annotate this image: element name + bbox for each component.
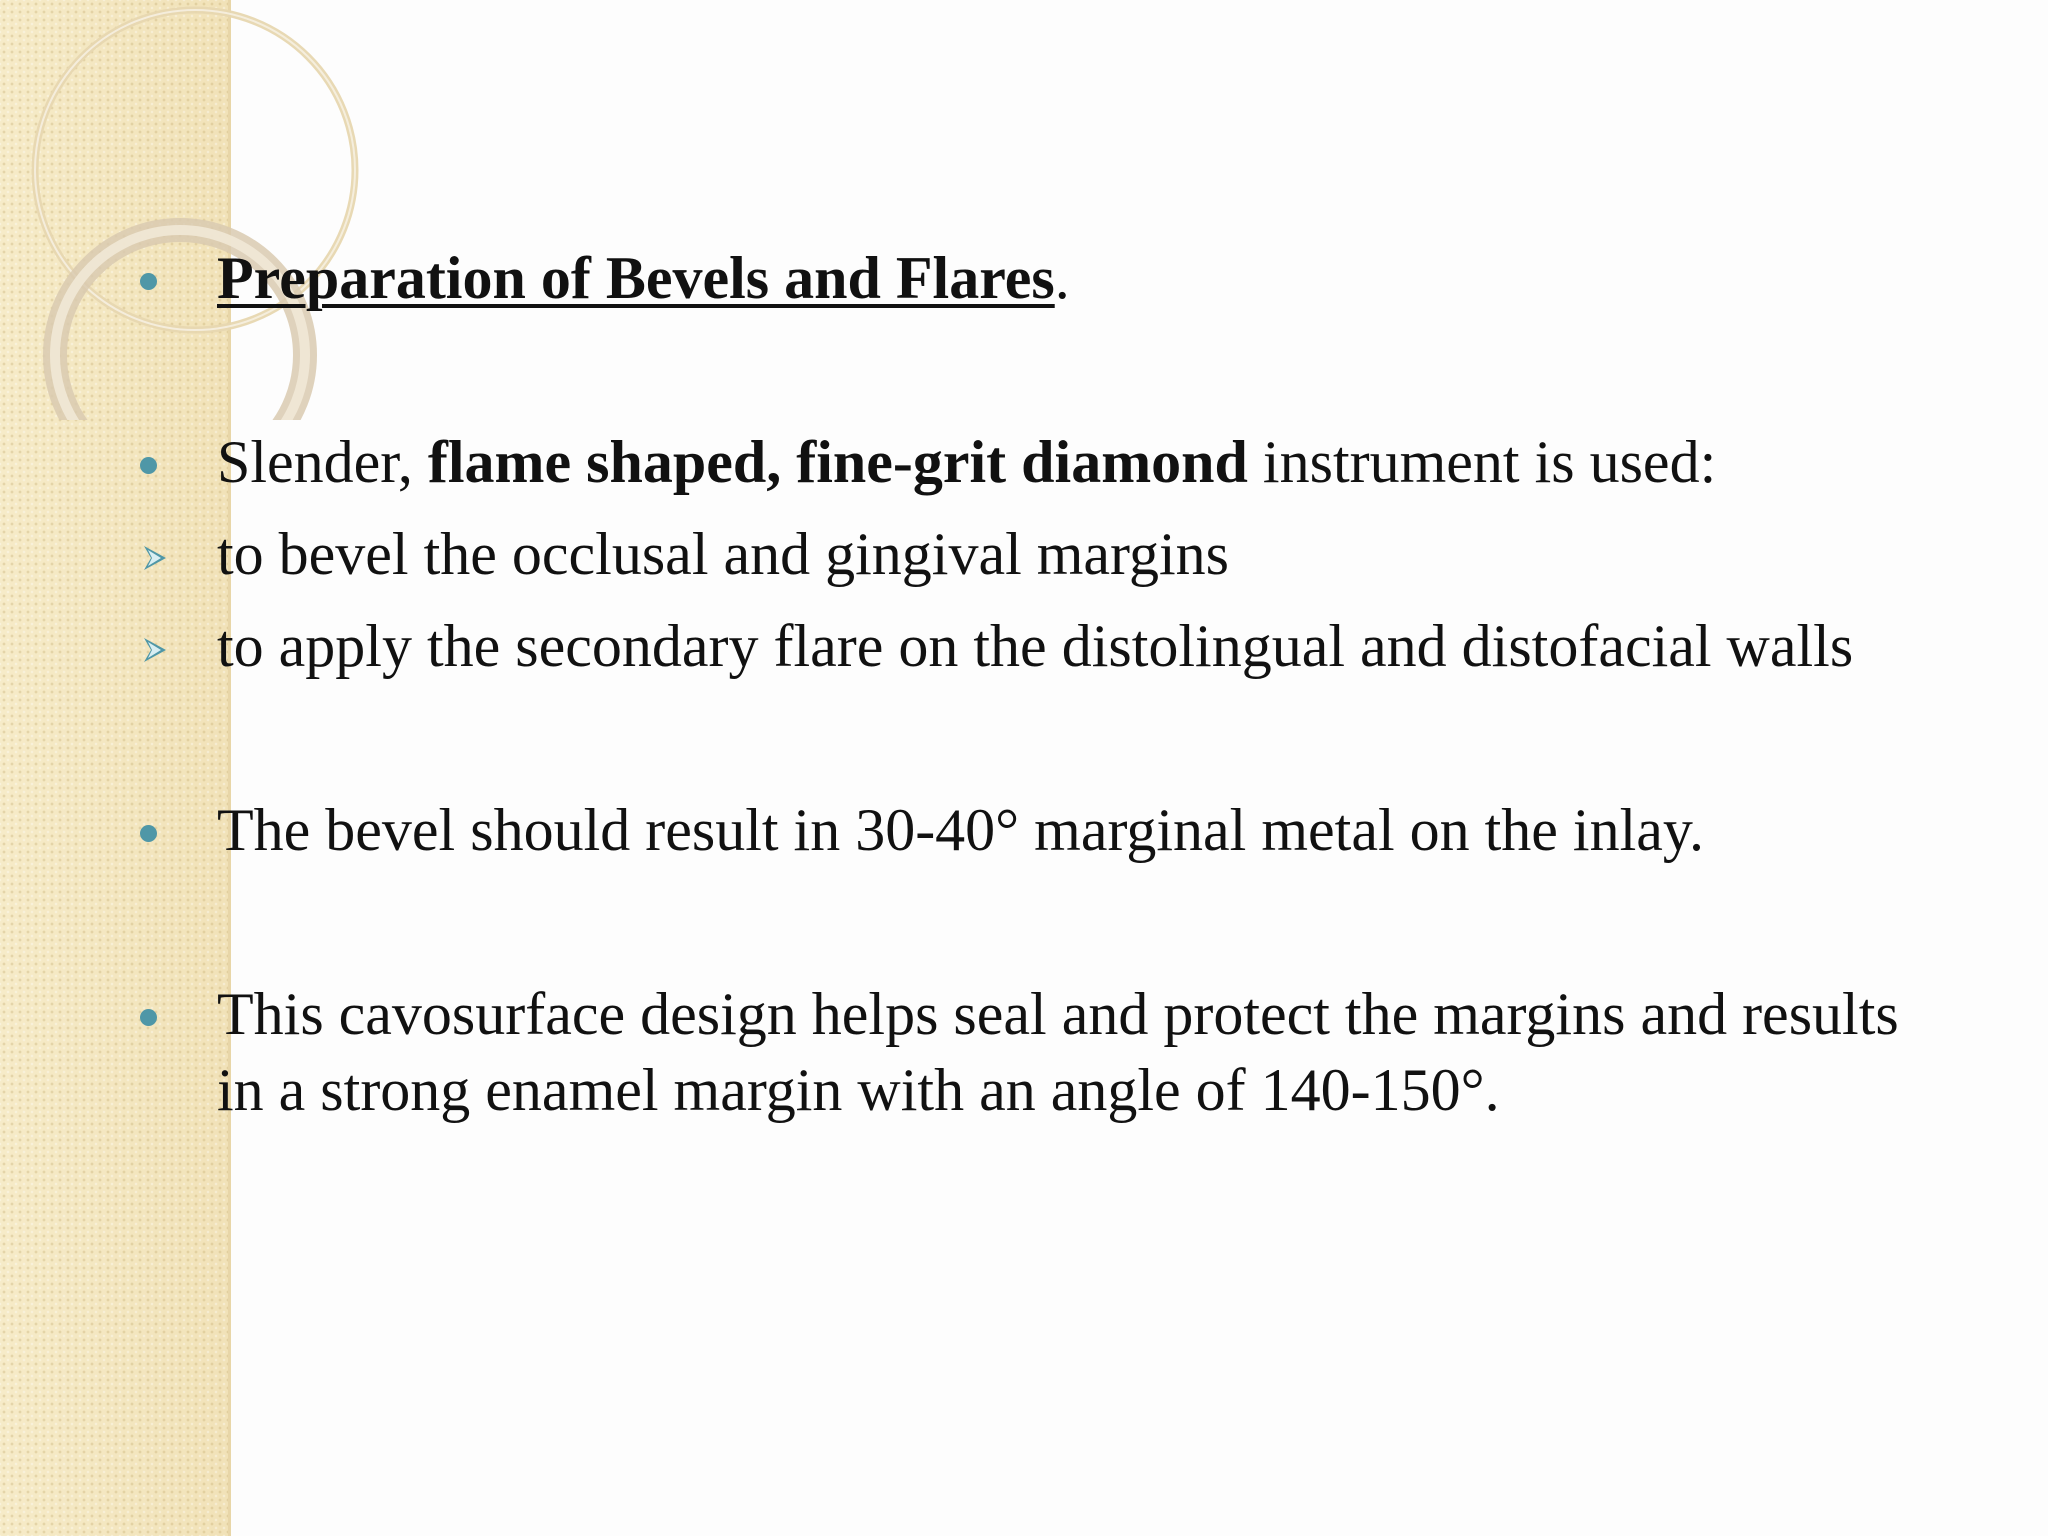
dot-bullet-icon [140,457,157,474]
bullet-bevel-result [140,792,1930,868]
dot-bullet-icon [140,273,157,290]
sub-bullet-bevel [140,516,1930,592]
bullet-text: The bevel should result in 30-40° marginal metal on the inlay. [217,797,1704,863]
instrument-prefix: Slender, [217,429,428,495]
bullet-text: This cavosurface design helps seal and protect the margins and results in a strong enamel margin with an angle of 140-150°. [217,981,1899,1123]
arrow-bullet-icon [140,543,170,573]
title-period: . [1054,245,1070,311]
instrument-bold-text: flame shaped, fine-grit diamond [427,429,1248,495]
dot-bullet-icon [140,825,157,842]
dot-bullet-icon [140,1009,157,1026]
sub-bullet-text: to apply the secondary flare on the distolingual and distofacial walls [217,613,1854,679]
section-title: Preparation of Bevels and Flares [217,245,1055,311]
slide-content [140,240,1930,1128]
bullet-title [140,240,1930,316]
instrument-suffix: instrument is used: [1247,429,1717,495]
bullet-cavosurface [140,976,1930,1128]
arrow-bullet-icon [140,635,170,665]
bullet-instrument [140,424,1930,500]
sub-bullet-flare [140,608,1930,684]
sub-bullet-text: to bevel the occlusal and gingival margins [217,521,1229,587]
